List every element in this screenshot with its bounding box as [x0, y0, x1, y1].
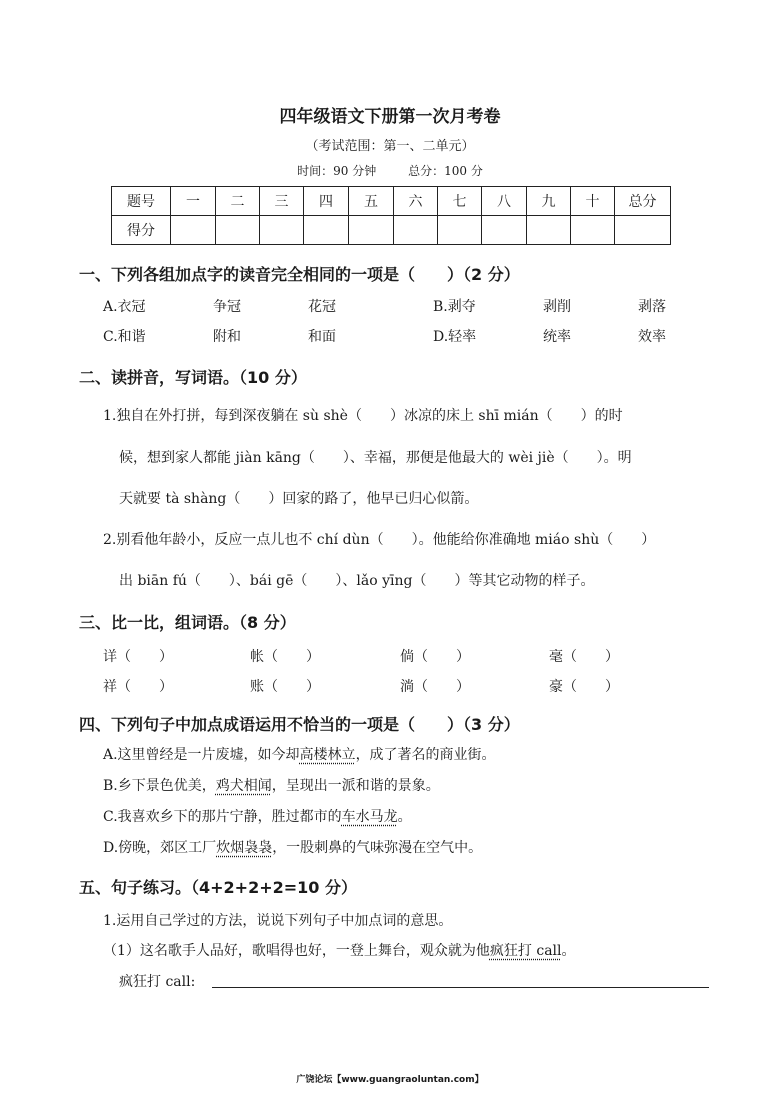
exam-info	[0, 162, 780, 179]
q4-text: ，成了著名的商业街。	[355, 747, 496, 763]
table-cell: 十	[571, 187, 615, 216]
q5-text: （1）这名歌手人品好，歌唱得也好，一登上舞台，观众就为他	[103, 943, 490, 959]
q1-option-b-word2: 剥削	[543, 299, 571, 315]
q2-line: 2.别看他年龄小，反应一点儿也不 chí dùn（ ）。他能给你准确地 miáo shù（ ）	[103, 532, 656, 548]
table-cell: 题号	[112, 187, 171, 216]
table-cell: 六	[394, 187, 438, 216]
q4-idiom: 高楼林立	[299, 747, 356, 763]
table-cell: 九	[527, 187, 571, 216]
answer-label: 疯狂打 call:	[119, 974, 196, 990]
q5-heading: 五、句子练习。（4+2+2+2=10 分）	[79, 878, 357, 897]
q2-line: 出 biān fú（ ）、bái gē（ ）、lǎo yīng（ ）等其它动物的样子。	[119, 573, 595, 589]
score-input-cell[interactable]	[438, 216, 482, 245]
score-input-cell[interactable]	[527, 216, 571, 245]
q4-text: C.我喜欢乡下的那片宁静，胜过都市的	[103, 809, 342, 825]
table-cell: 一	[171, 187, 216, 216]
exam-time: 时间：90 分钟	[297, 164, 377, 178]
footer: 广饶论坛【www.guangraoluntan.com】	[296, 1075, 484, 1085]
q4-text: A.这里曾经是一片废墟，如今却	[103, 747, 300, 763]
table-cell: 八	[482, 187, 527, 216]
q1-option-c-word3: 和面	[308, 329, 336, 345]
score-input-cell[interactable]	[571, 216, 615, 245]
answer-line[interactable]	[212, 987, 709, 988]
q4-text: D.傍晚，郊区工厂	[103, 840, 217, 856]
q4-option-d	[103, 837, 482, 857]
q3-item: 详（ ）	[103, 649, 173, 665]
table-cell: 三	[260, 187, 304, 216]
q4-text: ，呈现出一派和谐的景象。	[271, 778, 440, 794]
score-input-cell[interactable]	[394, 216, 438, 245]
exam-total: 总分：100 分	[408, 164, 483, 178]
q3-item: 毫（ ）	[549, 649, 619, 665]
q4-text: ，一股刺鼻的气味弥漫在空气中。	[272, 840, 483, 856]
q1-option-a-word2: 争冠	[213, 299, 241, 315]
score-input-cell[interactable]	[349, 216, 394, 245]
q2-line: 1.独自在外打拼，每到深夜躺在 sù shè（ ）冰凉的床上 shī mián（ ）的时	[103, 408, 623, 424]
q4-heading: 四、下列句子中加点成语运用不恰当的一项是（ ）（3 分）	[79, 715, 520, 734]
score-input-cell[interactable]	[482, 216, 527, 245]
score-table-header-row	[112, 187, 671, 216]
q3-item: 淌（ ）	[400, 679, 470, 695]
q1-option-b: B.剥夺	[433, 299, 476, 315]
score-input-cell[interactable]	[260, 216, 304, 245]
q2-line: 候，想到家人都能 jiàn kāng（ ）、幸福，那便是他最大的 wèi jiè（ ）。明	[119, 450, 632, 466]
score-table	[111, 186, 671, 245]
q5-sentence	[103, 940, 576, 960]
exam-scope: （考试范围：第一、二单元）	[305, 139, 475, 154]
q2-heading: 二、读拼音，写词语。（10 分）	[79, 368, 307, 387]
q4-option-a	[103, 744, 496, 764]
q1-option-a-word3: 花冠	[308, 299, 336, 315]
q5-phrase: 疯狂打 call	[489, 943, 562, 959]
q4-option-c	[103, 806, 412, 826]
q4-text: B.乡下景色优美，	[103, 778, 216, 794]
q1-option-c-word2: 附和	[213, 329, 241, 345]
q1-option-d-word2: 统率	[543, 329, 571, 345]
q4-idiom: 炊烟袅袅	[216, 840, 273, 856]
table-cell: 得分	[112, 216, 171, 245]
score-input-cell[interactable]	[304, 216, 349, 245]
q1-option-b-word3: 剥落	[638, 299, 666, 315]
q1-option-d: D.轻率	[433, 329, 477, 345]
q5-line: 1.运用自己学过的方法，说说下列句子中加点词的意思。	[103, 913, 453, 929]
table-cell: 总分	[615, 187, 671, 216]
q3-item: 豪（ ）	[549, 679, 619, 695]
table-cell: 五	[349, 187, 394, 216]
q4-idiom: 车水马龙	[341, 809, 398, 825]
q1-option-a: A.衣冠	[103, 299, 146, 315]
q1-heading: 一、下列各组加点字的读音完全相同的一项是（ ）（2 分）	[79, 265, 520, 284]
q4-idiom: 鸡犬相闻	[215, 778, 272, 794]
q1-option-d-word3: 效率	[638, 329, 666, 345]
table-cell: 七	[438, 187, 482, 216]
q5-text: 。	[561, 943, 576, 959]
q4-option-b	[103, 775, 440, 795]
q3-item: 祥（ ）	[103, 679, 173, 695]
q3-item: 倘（ ）	[400, 649, 470, 665]
table-cell: 四	[304, 187, 349, 216]
score-input-cell[interactable]	[171, 216, 216, 245]
q3-item: 帐（ ）	[250, 649, 320, 665]
q4-text: 。	[397, 809, 412, 825]
score-input-cell[interactable]	[216, 216, 260, 245]
page-title: 四年级语文下册第一次月考卷	[279, 107, 501, 127]
score-table-score-row	[112, 216, 671, 245]
table-cell: 二	[216, 187, 260, 216]
q1-option-c: C.和谐	[103, 329, 146, 345]
q3-heading: 三、比一比，组词语。（8 分）	[79, 613, 296, 632]
q3-item: 账（ ）	[250, 679, 320, 695]
score-input-cell[interactable]	[615, 216, 671, 245]
q2-line: 天就要 tà shàng（ ）回家的路了，他早已归心似箭。	[119, 491, 479, 507]
